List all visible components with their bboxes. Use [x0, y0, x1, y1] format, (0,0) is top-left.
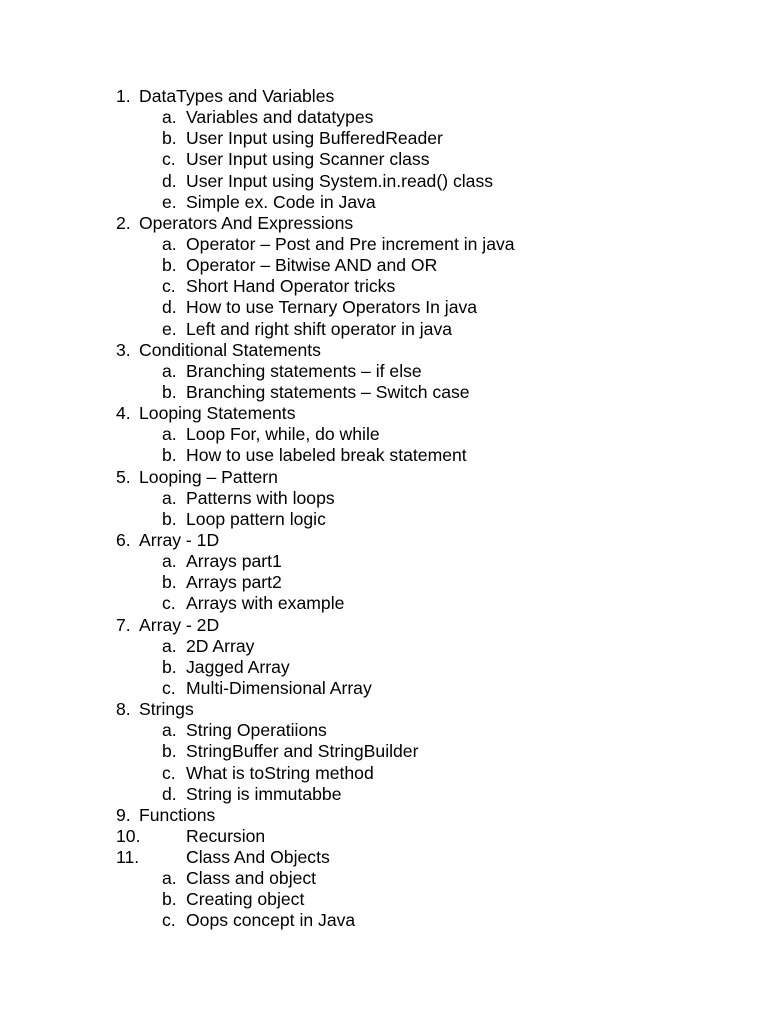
- section-heading: [0, 86, 768, 107]
- subtopic-letter: b.: [162, 572, 177, 593]
- subtopic-letter: c.: [162, 910, 176, 931]
- subtopic-text: Variables and datatypes: [186, 107, 374, 128]
- subtopic-item: [0, 445, 768, 466]
- subtopic-letter: c.: [162, 677, 176, 698]
- section-heading: [0, 847, 768, 868]
- subtopic-item: [0, 593, 768, 614]
- section-number: 3.: [116, 339, 131, 360]
- section-title: DataTypes and Variables: [139, 86, 335, 106]
- section-heading: [0, 805, 768, 826]
- subtopic-text: Operator – Post and Pre increment in java: [186, 233, 515, 254]
- subtopic-text: What is toString method: [186, 762, 374, 783]
- subtopic-letter: d.: [162, 297, 177, 318]
- subtopic-letter: a.: [162, 551, 177, 572]
- subtopic-item: [0, 255, 768, 276]
- subtopic-letter: b.: [162, 445, 177, 466]
- subtopic-letter: a.: [162, 233, 177, 254]
- subtopic-text: Loop For, while, do while: [186, 424, 380, 445]
- subtopic-letter: b.: [162, 508, 177, 529]
- section-number: 2.: [116, 212, 131, 233]
- subtopic-item: [0, 107, 768, 128]
- section-number: 11.: [116, 847, 140, 868]
- subtopic-letter: b.: [162, 889, 177, 910]
- subtopic-letter: b.: [162, 128, 177, 149]
- subtopic-text: 2D Array: [186, 635, 255, 656]
- subtopic-text: Arrays part1: [186, 551, 282, 572]
- subtopic-letter: b.: [162, 381, 177, 402]
- subtopic-item: [0, 784, 768, 805]
- subtopic-item: [0, 720, 768, 741]
- subtopic-text: Left and right shift operator in java: [186, 318, 453, 339]
- subtopic-item: [0, 551, 768, 572]
- subtopic-text: How to use Ternary Operators In java: [186, 297, 478, 318]
- section-title: Recursion: [186, 825, 266, 846]
- subtopic-text: Operator – Bitwise AND and OR: [186, 255, 438, 276]
- subtopic-letter: d.: [162, 783, 177, 804]
- subtopic-text: Loop pattern logic: [186, 508, 326, 529]
- subtopic-item: [0, 149, 768, 170]
- subtopic-letter: c.: [162, 762, 176, 783]
- topic-outline: [0, 86, 768, 932]
- subtopic-text: Patterns with loops: [186, 487, 335, 508]
- section-heading: [0, 615, 768, 636]
- subtopic-letter: b.: [162, 741, 177, 762]
- subtopic-text: String Operatiions: [186, 720, 327, 741]
- subtopic-letter: c.: [162, 276, 176, 297]
- section-heading: [0, 699, 768, 720]
- section-number: 5.: [116, 466, 131, 487]
- subtopic-item: [0, 889, 768, 910]
- subtopic-text: Arrays part2: [186, 572, 282, 593]
- subtopic-text: StringBuffer and StringBuilder: [186, 741, 419, 762]
- section-title: Conditional Statements: [139, 339, 321, 360]
- subtopic-item: [0, 171, 768, 192]
- section-title: Strings: [139, 699, 194, 720]
- subtopic-text: Creating object: [186, 889, 305, 910]
- subtopic-letter: a.: [162, 360, 177, 381]
- section-heading: [0, 213, 768, 234]
- subtopic-text: Class and object: [186, 868, 317, 889]
- subtopic-text: Branching statements – if else: [186, 360, 422, 381]
- subtopic-item: [0, 636, 768, 657]
- subtopic-item: [0, 657, 768, 678]
- section-title: Array - 2D: [139, 614, 220, 635]
- subtopic-letter: b.: [162, 656, 177, 677]
- subtopic-item: [0, 128, 768, 149]
- subtopic-letter: b.: [162, 255, 177, 276]
- subtopic-text: Short Hand Operator tricks: [186, 276, 396, 297]
- subtopic-letter: c.: [162, 593, 176, 614]
- section-number: 9.: [116, 804, 131, 825]
- subtopic-text: Jagged Array: [186, 656, 290, 677]
- subtopic-text: How to use labeled break statement: [186, 445, 467, 466]
- subtopic-letter: a.: [162, 635, 177, 656]
- section-heading: [0, 340, 768, 361]
- section-title: Array - 1D: [139, 529, 220, 550]
- subtopic-text: Arrays with example: [186, 593, 345, 614]
- subtopic-text: Branching statements – Switch case: [186, 381, 470, 402]
- subtopic-item: [0, 382, 768, 403]
- section-title: Looping Statements: [139, 403, 296, 424]
- subtopic-item: [0, 741, 768, 762]
- section-number: 8.: [116, 699, 131, 720]
- subtopic-item: [0, 192, 768, 213]
- section-number: 1.: [116, 86, 131, 106]
- subtopic-text: User Input using Scanner class: [186, 149, 430, 170]
- subtopic-item: [0, 509, 768, 530]
- section-title: Looping – Pattern: [139, 466, 278, 487]
- subtopic-letter: a.: [162, 720, 177, 741]
- subtopic-letter: a.: [162, 424, 177, 445]
- subtopic-item: [0, 910, 768, 931]
- subtopic-item: [0, 868, 768, 889]
- section-title: Class And Objects: [186, 847, 330, 868]
- section-heading: [0, 826, 768, 847]
- subtopic-letter: d.: [162, 170, 177, 191]
- subtopic-item: [0, 488, 768, 509]
- section-heading: [0, 403, 768, 424]
- subtopic-text: User Input using System.in.read() class: [186, 170, 494, 191]
- subtopic-letter: a.: [162, 868, 177, 889]
- subtopic-letter: a.: [162, 107, 177, 128]
- subtopic-text: User Input using BufferedReader: [186, 128, 443, 149]
- section-title: Operators And Expressions: [139, 212, 354, 233]
- subtopic-item: [0, 424, 768, 445]
- subtopic-text: Multi-Dimensional Array: [186, 677, 372, 698]
- section-number: 7.: [116, 614, 131, 635]
- section-number: 4.: [116, 403, 131, 424]
- subtopic-letter: e.: [162, 318, 177, 339]
- subtopic-item: [0, 361, 768, 382]
- subtopic-letter: e.: [162, 191, 177, 212]
- section-number: 10.: [116, 825, 141, 846]
- subtopic-letter: a.: [162, 487, 177, 508]
- subtopic-text: Oops concept in Java: [186, 910, 356, 931]
- section-heading: [0, 467, 768, 488]
- section-title: Functions: [139, 804, 216, 825]
- subtopic-item: [0, 572, 768, 593]
- subtopic-text: Simple ex. Code in Java: [186, 191, 376, 212]
- subtopic-item: [0, 234, 768, 255]
- subtopic-item: [0, 763, 768, 784]
- subtopic-item: [0, 276, 768, 297]
- section-number: 6.: [116, 529, 131, 550]
- subtopic-item: [0, 319, 768, 340]
- subtopic-text: String is immutabbe: [186, 783, 342, 804]
- subtopic-item: [0, 678, 768, 699]
- section-heading: [0, 530, 768, 551]
- subtopic-item: [0, 297, 768, 318]
- subtopic-letter: c.: [162, 149, 176, 170]
